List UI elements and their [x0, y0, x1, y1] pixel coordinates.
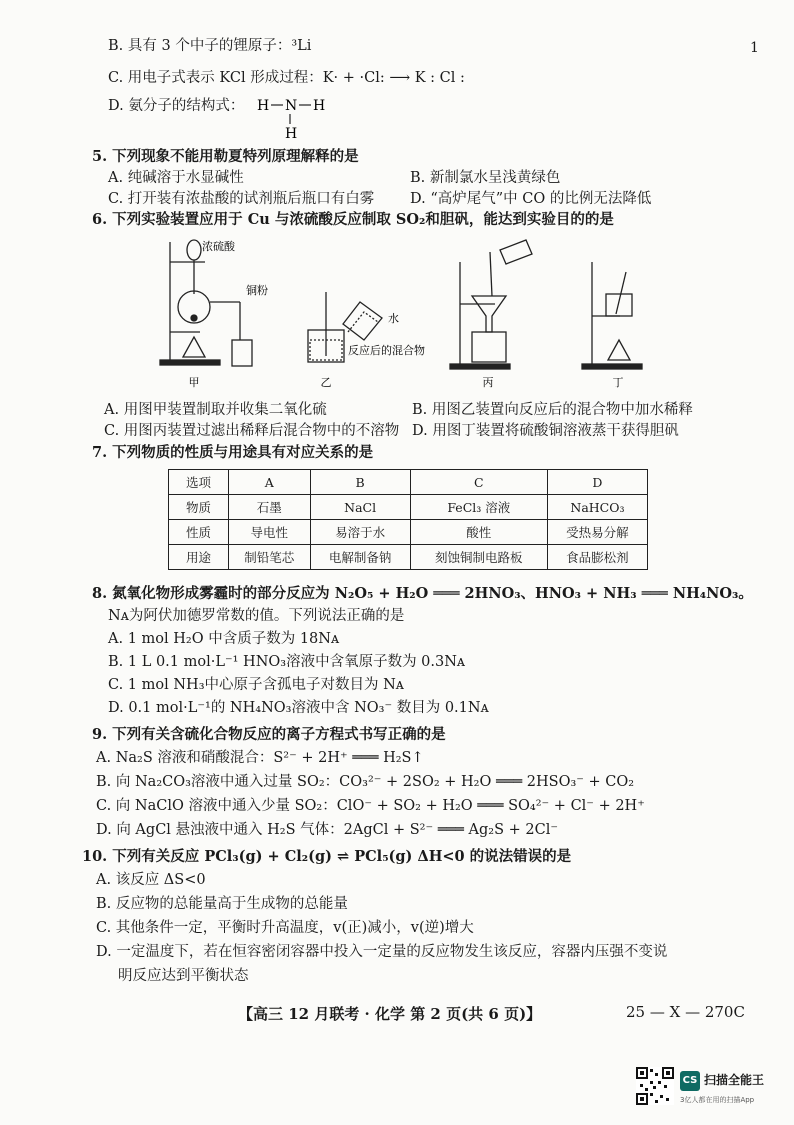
fig-name-jia: 甲	[188, 376, 200, 389]
table-cell: C	[410, 470, 547, 495]
question-10: 10. 下列有关反应 PCl₃(g) + Cl₂(g) ⇌ PCl₅(g) ΔH<0 的说法错误的是	[82, 848, 572, 865]
svg-text:H: H	[285, 126, 298, 140]
scanner-watermark	[636, 1067, 786, 1111]
table-cell: 食品膨松剂	[547, 545, 647, 570]
q6-option-d: D. 用图丁装置将硫酸铜溶液蒸干获得胆矾	[412, 423, 679, 439]
qr-code-icon	[636, 1067, 674, 1105]
q4-option-d: D. 氨分子的结构式：	[108, 98, 245, 114]
table-cell: 选项	[169, 470, 229, 495]
table-cell: 石墨	[229, 495, 311, 520]
table-cell: 刻蚀铜制电路板	[410, 545, 547, 570]
q9-option-c: C. 向 NaClO 溶液中通入少量 SO₂：ClO⁻ + SO₂ + H₂O ═══ SO₄²⁻ + Cl⁻ + 2H⁺	[96, 798, 645, 814]
q4-option-c: C. 用电子式表示 KCl 形成过程：K· + ·Cl: ⟶ K : Cl :	[108, 70, 465, 86]
question-8: 8. 氮氧化物形成雾霾时的部分反应为 N₂O₅ + H₂O ═══ 2HNO₃、HNO₃ + NH₃ ═══ NH₄NO₃。	[92, 585, 753, 602]
scanner-app-name: 扫描全能王	[704, 1073, 765, 1087]
question-7: 7. 下列物质的性质与用途具有对应关系的是	[92, 444, 374, 461]
q8-note: Nᴀ为阿伏加德罗常数的值。下列说法正确的是	[108, 608, 405, 624]
question-6: 6. 下列实验装置应用于 Cu 与浓硫酸反应制取 SO₂和胆矾，能达到实验目的的是	[92, 211, 614, 228]
label-conc-sulfuric-acid: 浓硫酸	[202, 240, 235, 253]
q8-option-d: D. 0.1 mol·L⁻¹的 NH₄NO₃溶液中含 NO₃⁻ 数目为 0.1Nᴀ	[108, 700, 489, 716]
q9-option-b: B. 向 Na₂CO₃溶液中通入过量 SO₂：CO₃²⁻ + 2SO₂ + H₂O ═══ 2HSO₃⁻ + CO₂	[96, 774, 635, 790]
q10-option-b: B. 反应物的总能量高于生成物的总能量	[96, 896, 348, 912]
q10-option-c: C. 其他条件一定，平衡时升高温度，v(正)减小，v(逆)增大	[96, 920, 474, 936]
q8-option-c: C. 1 mol NH₃中心原子含孤电子对数目为 Nᴀ	[108, 677, 404, 693]
table-cell: NaCl	[310, 495, 410, 520]
table-cell: 导电性	[229, 520, 311, 545]
apparatus-figures	[150, 232, 670, 392]
q9-option-d: D. 向 AgCl 悬浊液中通入 H₂S 气体：2AgCl + S²⁻ ═══ Ag₂S + 2Cl⁻	[96, 822, 559, 838]
label-mixture: 反应后的混合物	[348, 344, 425, 357]
svg-text:H: H	[313, 98, 325, 114]
table-cell: FeCl₃ 溶液	[410, 495, 547, 520]
q6-option-a: A. 用图甲装置制取并收集二氧化硫	[104, 402, 327, 418]
table-cell: 电解制备钠	[310, 545, 410, 570]
table-cell: 性质	[169, 520, 229, 545]
table-cell: 用途	[169, 545, 229, 570]
q5-option-c: C. 打开装有浓盐酸的试剂瓶后瓶口有白雾	[108, 191, 375, 207]
table-cell: 物质	[169, 495, 229, 520]
fig-name-ding: 丁	[612, 376, 624, 389]
ammonia-structure	[255, 94, 325, 140]
camscanner-logo: CS	[680, 1071, 700, 1091]
table-cell: 易溶于水	[310, 520, 410, 545]
q10-option-d: D. 一定温度下，若在恒容密闭容器中投入一定量的反应物发生该反应，容器内压强不变说	[96, 944, 668, 960]
table-cell: NaHCO₃	[547, 495, 647, 520]
table-cell: B	[310, 470, 410, 495]
q6-option-b: B. 用图乙装置向反应后的混合物中加水稀释	[412, 402, 693, 418]
fig-name-yi: 乙	[320, 376, 332, 389]
table-cell: 酸性	[410, 520, 547, 545]
q8-option-a: A. 1 mol H₂O 中含质子数为 18Nᴀ	[108, 631, 340, 647]
page-footer-title: 【高三 12 月联考 · 化学 第 2 页(共 6 页)】	[238, 1005, 542, 1023]
table-cell: 制铅笔芯	[229, 545, 311, 570]
label-copper-powder: 铜粉	[246, 284, 268, 297]
label-water: 水	[388, 312, 399, 325]
q4-option-b: B. 具有 3 个中子的锂原子：³Li	[108, 38, 312, 54]
q7-table	[168, 469, 648, 570]
exam-code: 25 — X — 270C	[626, 1003, 745, 1021]
table-header-row	[169, 470, 648, 495]
question-5: 5. 下列现象不能用勒夏特列原理解释的是	[92, 148, 359, 165]
q5-option-a: A. 纯碱溶于水显碱性	[108, 170, 244, 186]
table-row	[169, 495, 648, 520]
svg-text:H: H	[257, 98, 270, 114]
scanner-tagline: 3亿人都在用的扫描App	[680, 1096, 755, 1104]
q8-option-b: B. 1 L 0.1 mol·L⁻¹ HNO₃溶液中含氧原子数为 0.3Nᴀ	[108, 654, 466, 670]
q6-option-c: C. 用图丙装置过滤出稀释后混合物中的不溶物	[104, 423, 400, 439]
table-row	[169, 545, 648, 570]
q10-option-a: A. 该反应 ΔS<0	[96, 872, 206, 888]
table-cell: 受热易分解	[547, 520, 647, 545]
q5-option-b: B. 新制氯水呈浅黄绿色	[410, 170, 561, 186]
q5-option-d: D. “高炉尾气”中 CO 的比例无法降低	[410, 191, 652, 207]
table-cell: D	[547, 470, 647, 495]
fig-name-bing: 丙	[482, 376, 494, 389]
table-row	[169, 520, 648, 545]
table-cell: A	[229, 470, 311, 495]
q10-option-d-cont: 明反应达到平衡状态	[118, 968, 249, 984]
q9-option-a: A. Na₂S 溶液和硝酸混合：S²⁻ + 2H⁺ ═══ H₂S↑	[96, 750, 424, 766]
page-number: 1	[750, 40, 759, 56]
svg-text:N: N	[285, 98, 298, 114]
question-9: 9. 下列有关含硫化合物反应的离子方程式书写正确的是	[92, 726, 446, 743]
